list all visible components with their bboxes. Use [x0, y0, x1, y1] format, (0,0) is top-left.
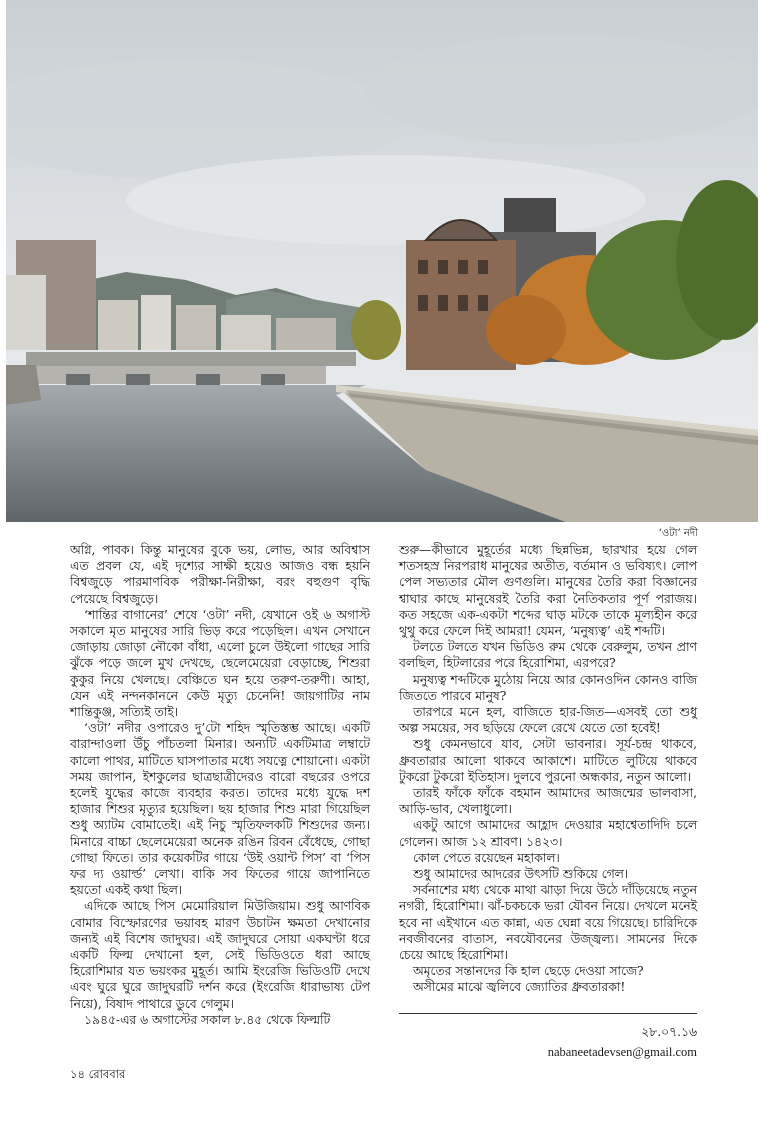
paragraph: ‘ওটা’ নদীর ওপারেও দু’টো শহিদ স্মৃতিস্তম্ভ আছে। একটি বারান্দাওলা উঁচু পাঁচতলা মিনার। অন্যটি একটিমাত্র লম্বাটে কালো পাথর, মাটিতে ঘাসপাতার মধ্যে সযত্নে শোয়ানো। একটা সময় জাপান, ইশকুলের ছাত্রছাত্রীদেরও বারো বছরের ওপরে হলেই যুদ্ধের কাজে ব্যবহার করত। তাদের মধ্যে যুদ্ধে দশ হাজার শিশুর মৃত্যুর হয়েছিল। ছয় হাজার শিশু মারা গিয়েছিল শুধু অ্যাটম বোমাতেই। এই নিচু স্মৃতিফলকটি শিশুদের জন্য। মিনারে বাচ্চা ছেলেমেয়েরা অনেক রঙিন রিবন বেঁধেছে, গোছা গোছা ফিতে। তার কয়েকটির গায়ে ‘উই ওয়ান্ট পিস’ বা ‘পিস ফর দ্য ওয়ার্ল্ড’ লেখা। বাকি সব ফিতের গায়ে জাপানিতে হয়তো একই কথা ছিল।	[70, 721, 370, 898]
paragraph: শুধু কেমনভাবে যাব, সেটা ভাবনার। সূর্য-চন্দ্র থাকবে, ধ্রুবতারার আলো থাকবে আকাশে। মাটিতে লুটিয়ে থাকবে টুকরো টুকরো ইতিহাস। দুলবে পুরনো অন্ধকার, নতুন আলো।	[399, 737, 697, 784]
article-column-left	[70, 542, 370, 1028]
paragraph: তারপরে মনে হল, বাজিতে হার-জিত—এসবই তো শুধু অল্প সময়ের, সব ছড়িয়ে ফেলে রেখে যেতে তো হবেই!	[399, 705, 697, 736]
paragraph: অমৃতের সন্তানদের কি হাল ছেড়ে দেওয়া সাজে?	[413, 964, 644, 979]
paragraph: তারই ফাঁকে ফাঁকে বহমান আমাদের আজন্মের ভালবাসা, আড়ি-ভাব, খেলাধুলো।	[399, 786, 697, 817]
photo-caption: ‘ওটা’ নদী	[658, 528, 698, 539]
paragraph: এদিকে আছে পিস মেমোরিয়াল মিউজিয়াম। শুধু আণবিক বোমার বিস্ফোরণের ভয়াবহ মারণ উচাটন ক্ষমতা দেখানোর জন্যই এই বিশেষ জাদুঘর। এই জাদুঘরে সোয়া একঘণ্টা ধরে একটি ফিল্ম দেখানো হল, সেই ভিডিওতে ধরা আছে হিরোশিমার যত ভয়ংকর মুহূর্ত। আমি ইংরেজি ভিডিওটি দেখে এবং ঘুরে ঘুরে জাদুঘরটি দর্শন করে (ইংরেজি ধারাভাষ্য টেপ নিয়ে), বিষাদ পাথারে ডুবে গেলুম।	[70, 899, 370, 1011]
paragraph: সর্বনাশের মধ্য থেকে মাথা ঝাড়া দিয়ে উঠে দাঁড়িয়েছে নতুন নগরী, হিরোশিমা। ঝাঁ-চকচকে ভরা যৌবন নিয়ে। দেখলে মনেই হবে না এইখানে এত কান্না, এত ঘেন্না বয়ে গিয়েছে। চারিদিকে নবজীবনের বাতাস, নবযৌবনের উজ্জ্বল্য। সামনের দিকে চেয়ে আছে হিরোশিমা।	[399, 883, 697, 963]
paragraph: মনুষ্যত্ব শব্দটিকে মুঠোয় নিয়ে আর কোনওদিন কোনও বাজি জিততে পারবে মানুষ?	[399, 672, 697, 703]
author-email: nabaneetadevsen@gmail.com	[547, 1045, 697, 1059]
article-column-right	[399, 542, 697, 996]
paragraph: ১৯৪৫-এর ৬ অগাস্টের সকাল ৮.৪৫ থেকে ফিল্মটি	[84, 1012, 331, 1027]
paragraph: একটু আগে আমাদের আহ্লাদ দেওয়ার মহাশ্বেতাদিদি চলে গেলেন। আজ ১২ শ্রাবণ। ১৪২৩।	[399, 818, 697, 849]
paragraph: অসীমের মাঝে জ্বলিবে জ্যোতির ধ্রুবতারকা!	[413, 980, 626, 995]
paragraph: শুধু আমাদের আদরের উৎসটি শুকিয়ে গেল।	[413, 867, 629, 882]
paragraph: কোল পেতে রয়েছেন মহাকাল।	[413, 850, 560, 865]
page-footer	[70, 1066, 125, 1085]
article-signoff	[399, 1013, 697, 1060]
paragraph: শুরু—কীভাবে মুহূর্তের মধ্যে ছিন্নভিন্ন, ছারখার হয়ে গেল শতসহস্র নিরপরাধ মানুষের অতীত, বর্তমান ও ভবিষ্যৎ। লোপ পেল সভ্যতার মৌল গুণগুলি। মানুষের তৈরি করা বিজ্ঞানের শ্বাঘার কাছে মানুষেরই তৈরি করা নৈতিকতার পূর্ণ পরাজয়। কত সহজে এক-একটা শব্দের ঘাড় মটকে তাকে মূল্যহীন করে থুথু করে ফেলে দিই আমরা! যেমন, ‘মনুষ্যত্ব’ এই শব্দটি।	[399, 543, 697, 639]
paragraph: ‘শান্তির বাগানের’ শেষে ‘ওটা’ নদী, যেখানে ওই ৬ অগাস্ট সকালে মৃত মানুষের সারি ভিড় করে পড়েছিল। এখন সেখানে জোড়ায় জোড়া নৌকো বাঁধা, এলো চুলে উইলো গাছের সারি ঝুঁকে পড়ে জলে মুখ দেখছে, ছেলেমেয়েরা বেড়াচ্ছে, শিশুরা কুকুর নিয়ে খেলছে। বেঞ্চিতে ঘন হয়ে তরুণ-তরুণী। আহা, যেন এই নন্দনকাননে কেউ মৃত্যু চেনেনি! জায়গাটির নাম শান্তিকুঞ্জ, সত্যিই তাই।	[70, 607, 370, 720]
section-name: রোববার	[88, 1067, 126, 1081]
hiroshima-river-photo	[6, 0, 758, 522]
page-number: ১৪	[70, 1067, 85, 1081]
paragraph: অগ্নি, পাবক। কিন্তু মানুষের বুকে ভয়, লোভ, আর অবিশ্বাস এত প্রবল যে, এই দৃশ্যের সাক্ষী হয়েও আজও বন্ধ হয়নি বিশ্বজুড়ে পারমাণবিক পরীক্ষা-নিরীক্ষা, বরং বহুগুণ বৃদ্ধি পেয়েছে বিশ্বজুড়ে।	[70, 543, 370, 606]
paragraph: টলতে টলতে যখন ভিডিও রুম থেকে বেরুলুম, তখন প্রাণ বলছিল, হিটলারের পরে হিরোশিমা, এরপরে?	[399, 640, 697, 671]
article-date: ২৮.০৭.১৬	[641, 1025, 697, 1039]
